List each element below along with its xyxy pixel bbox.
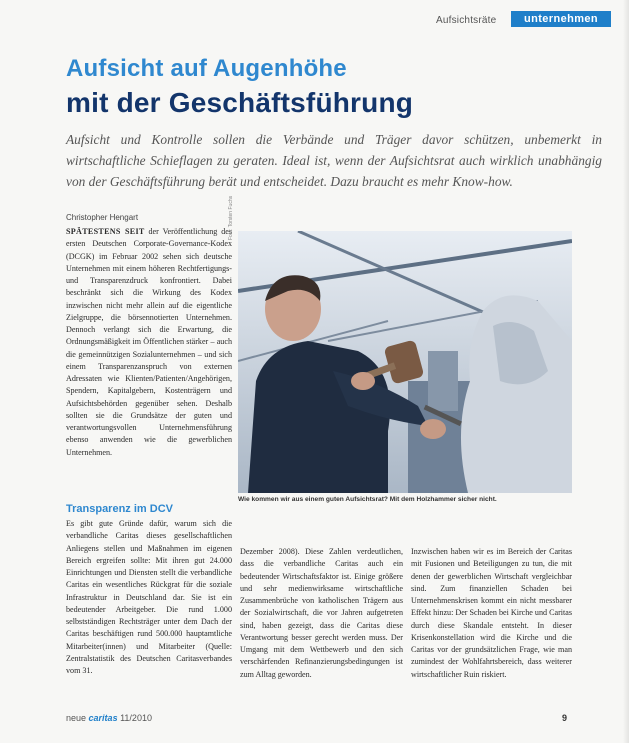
author-byline: Christopher Hengart (66, 213, 139, 222)
footer-issue: 11/2010 (120, 713, 152, 723)
body-column-1 (66, 226, 232, 459)
title-line-2: mit der Geschäftsführung (66, 87, 414, 118)
lead-in: SPÄTESTENS SEIT (66, 227, 145, 236)
subheading: Transparenz im DCV (66, 503, 173, 515)
footer-prefix: neue (66, 713, 87, 723)
section-label: Aufsichtsräte (436, 15, 497, 26)
article-photo (238, 231, 572, 493)
footer-publication (66, 713, 152, 723)
footer-brand: caritas (88, 713, 118, 723)
lede-paragraph: Aufsicht und Kontrolle sollen die Verbände und Träger davor schützen, unbemerkt in wirtschaftliche Schieflagen zu geraten. Ideal ist, wenn der Aufsichtsrat auch wirklich unabhängig von der Geschäftsführung berät und entscheidet. Dazu braucht es mehr Know-how. (66, 132, 602, 189)
body-column-3: Inzwischen haben wir es im Bereich der Caritas mit Fusionen und Beteiligungen zu tun, die mit denen der gewerblichen Wirtschaft vergleichbar sind. Zum finanziellen Schaden bei Unternehmenskrisen kommt ein nicht messbarer Effekt hinzu: Der Schaden bei Kirche und Caritas durch diese Skandale entsteht. In dieser Krisenkonstellation wird die Kirche und die Caritas vor der grundsätzlichen Frage, wie man zumindest der Wohlfahrtsbereich, dass weiterer wirtschaftlicher Ruin riskiert. (411, 547, 572, 679)
body-column-2: Dezember 2008). Diese Zahlen verdeutlichen, dass die verbandliche Caritas auch ein bedeutender Wirtschaftsfaktor ist. Einige größere und sehr medienwirksame wirtschaftliche Zusammenbrüche von katholischen Trägern aus der Sozialwirtschaft, die vor Jahren aufgetreten sind, haben gezeigt, dass die Caritas diese Verantwortung besser gerecht werden muss. Der Umgang mit dem Wettbewerb und den sich verschärfenden Refinanzierungsbedingungen ist zum Alltag geworden. (240, 547, 403, 679)
title-line-1: Aufsicht auf Augenhöhe (66, 55, 347, 82)
body-column-1b: Es gibt gute Gründe dafür, warum sich die verbandliche Caritas dieses gesellschaftlichen Anliegens stellen und Maßnahmen im eigenen Bereich ergreifen sollte: Mit ihren gut 24.000 Einrichtungen und Diensten stellt die verbandliche Caritas ein wesentliches Rückgrat für die soziale Infrastruktur in Deutschland dar. Sie ist ein bedeutender Arbeitgeber. Die rund 1.000 selbstständigen Rechtsträger unter dem Dach der Caritas beschäftigen rund 500.000 hauptamtliche Mitarbeiter(innen) und Mitarbeiter (Quelle: Zentralstatistik des Deutschen Caritasverbandes vom 31. (66, 519, 232, 675)
photo-caption: Wie kommen wir aus einem guten Aufsichtsrat? Mit dem Holzhammer sicher nicht. (238, 496, 497, 503)
page-number: 9 (562, 713, 568, 723)
photo-sculptor-illustration (238, 231, 572, 493)
page-edge-shadow (623, 0, 629, 743)
column-1-text: der Veröffentlichung des ersten Deutschen Corporate-Governance-Kodex (DCGK) im Februar 2002 sehen sich deutsche Unternehmen mit einem höheren Rechtfertigungs- und Transparenzdruck konfrontiert. Dabei beschränkt sich die Wirkung des Kodex inzwischen nicht mehr allein auf die eigentliche Zielgruppe, die börsennotierten Unternehmen. Dennoch verlangt sich die Erwartung, die Ordnungsmäßigkeit im Öffentlichen stärker – auch die gemeinnützigen Sozialunternehmen – und sich einem Transparenzanspruch von externen Adressaten wie Klienten/Patienten/Angehörigen, Spendern, Kapitalgebern, Kostenträgern und Aufsichtsbehörden gegenüber sehen. Deshalb sollten sie die Grundsätze der guten und verantwortungsvollen Unternehmensführung ebenso anwenden wie die gewerblichen Unternehmen. (66, 227, 232, 457)
section-tag: unternehmen (511, 11, 611, 27)
photo-credit: Foto: Torsten Fuchs (228, 195, 234, 240)
